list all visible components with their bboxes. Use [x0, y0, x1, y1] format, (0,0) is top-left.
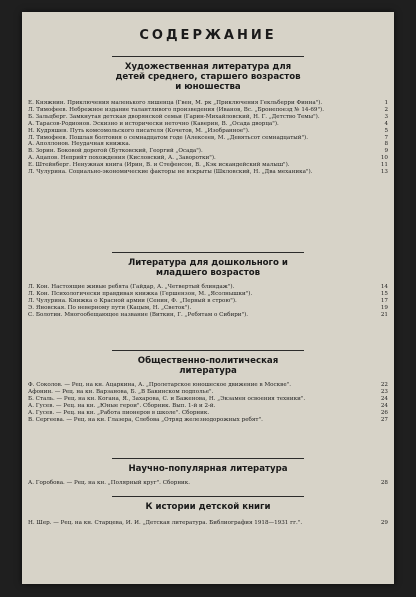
toc-entry[interactable]: А. Ацапов. Неприйт похождения (Кисловский, А. „Заворотки"). 10: [28, 155, 388, 162]
toc-entry[interactable]: Е. Княжнин. Приключения маленького лишенца (Гвен, М. рк „Приключения Гекльберри Финна"). 1: [28, 100, 388, 106]
page-number: 27: [380, 416, 388, 423]
toc-entry[interactable]: Л. Кон. Настоящие живые ребята (Гайдар, А. „Четвертый блиндаж"). 14: [28, 284, 388, 290]
page-number: 1: [384, 100, 388, 106]
toc-entry[interactable]: А. Тарасов-Родионов. Эскизно и исторически неточно (Каверин, В. „Осада дворца"). 4: [28, 120, 388, 127]
page-number: 29: [380, 520, 388, 526]
toc-entry[interactable]: Б. Зальцберг. Замкнутая детская дворянской семьи (Гарин-Михайловский, Н. Г. „Детство Темы"). 3: [28, 113, 388, 120]
toc-entry[interactable]: Л. Кон. Психологически правдивая книжка (Гершензон, М. „Ясолнышки"). 15: [28, 290, 388, 297]
section-entries-history: [28, 520, 388, 527]
page-number: 19: [380, 304, 388, 311]
section-divider: [112, 56, 304, 57]
toc-entry[interactable]: Н. Шер. — Рец. на кн. Старцева, И. И. „Детская литература. Библиография 1918—1931 гг.". 29: [28, 520, 388, 526]
page-number: 23: [380, 388, 388, 395]
page-number: 24: [380, 395, 388, 402]
page-number: 7: [384, 134, 388, 141]
page-number: 11: [380, 162, 388, 169]
section-entries-social: [28, 382, 388, 423]
page-number: 14: [380, 284, 388, 290]
page-number: 9: [384, 148, 388, 155]
section-heading-fiction: Художественная литература для детей среднего, старшего возрастов и юношества: [115, 62, 301, 92]
toc-entry[interactable]: А. Горобова. — Рец. на кн. „Полярный круг". Сборник. 28: [28, 480, 388, 486]
page-number: 5: [384, 127, 388, 134]
page-number: 17: [380, 297, 388, 304]
page-number: 22: [380, 382, 388, 388]
document-page: [22, 12, 394, 584]
section-heading-social: Общественно-политическая литература: [137, 356, 279, 376]
toc-entry[interactable]: Л. Чулурина. Книжка о Красной армии (Сенин, Ф. „Первый в строю"). 17: [28, 297, 388, 304]
page-number: 10: [380, 155, 388, 162]
section-entries-fiction: [28, 100, 388, 176]
toc-entry[interactable]: Н. Кудряшев. Путь комсомольского писателя (Кочетов, М. „Изобранное"). 5: [28, 127, 388, 134]
section-divider: [112, 252, 304, 253]
section-divider: [112, 496, 304, 497]
page-title: СОДЕРЖАНИЕ: [139, 28, 277, 43]
toc-entry[interactable]: Ф. Соколов. — Рец. на кн. Ацаркина, А. „Пролетарское юношеское движение в Москве". 22: [28, 382, 388, 388]
section-divider: [112, 350, 304, 351]
page-number: 8: [384, 141, 388, 148]
toc-entry[interactable]: Е. Штейнберг. Ненужная книга (Ирин, В. и Стефенсон, В. „Кэк искандейский малыш"). 11: [28, 162, 388, 169]
toc-entry[interactable]: Э. Яновская. По неверному пути (Кацым, Н. „Светок"). 19: [28, 304, 388, 311]
toc-entry[interactable]: Б. Сталь. — Рец. на кн. Когана, Я., Захарова, С. и Баженова, Н. „Экзамен освоения техники". 24: [28, 395, 388, 402]
toc-entry[interactable]: А. Гусев. — Рец. на кн. „Работа пионеров в школе". Сборник. 26: [28, 409, 388, 416]
toc-entry[interactable]: В. Сергеева. — Рец. на кн. Глазера, Слебова „Отряд железнодорожных ребят". 27: [28, 416, 388, 423]
page-number: 15: [380, 290, 388, 297]
toc-entry[interactable]: Л. Тимофеев. Небрежное издание талантливого произведения (Иванов, Вс. „Бронепоезд № 14-69"). 2: [28, 106, 388, 113]
section-heading-science: Научно-популярная литература: [128, 464, 288, 474]
toc-entry[interactable]: В. Зорин. Боковой дорогой (Бутковский, Георгий „Осада"). 9: [28, 148, 388, 155]
page-number: 21: [380, 311, 388, 318]
section-entries-science: [28, 480, 388, 487]
page-number: 24: [380, 402, 388, 409]
section-divider: [112, 458, 304, 459]
section-heading-preschool: Литература для дошкольного и младшего возрастов: [128, 258, 288, 278]
section-entries-preschool: [28, 284, 388, 319]
toc-entry[interactable]: А. Гусев. — Рец. на кн. „Юные герои". Сборник. Вып. 1-й и 2-й. 24: [28, 402, 388, 409]
page-number: 26: [380, 409, 388, 416]
page-number: 28: [380, 480, 388, 486]
toc-entry[interactable]: Л. Чулурина. Социально-экономические факторы не вскрыты (Шкловский, Н. „Два механика"). 13: [28, 169, 388, 176]
page-number: 13: [380, 169, 388, 176]
toc-entry[interactable]: С. Болотин. Многообещающее название (Виткин, Г. „Ребятам о Сибири"). 21: [28, 311, 388, 318]
toc-entry[interactable]: Афонин. — Рец. на кн. Варзанова, Б. „В Бакинском подполье". 23: [28, 388, 388, 395]
toc-entry[interactable]: А. Аполлонов. Неудачная книжка. 8: [28, 141, 388, 148]
toc-entry[interactable]: Л. Тимофеев. Пошлая болтовня о семнадцатом годе (Алексеев, М. „Девятьсот семнадцатый"). 7: [28, 134, 388, 141]
page-number: 4: [384, 120, 388, 127]
section-heading-history: К истории детской книги: [145, 502, 271, 512]
page-number: 3: [384, 113, 388, 120]
page-number: 2: [384, 106, 388, 113]
